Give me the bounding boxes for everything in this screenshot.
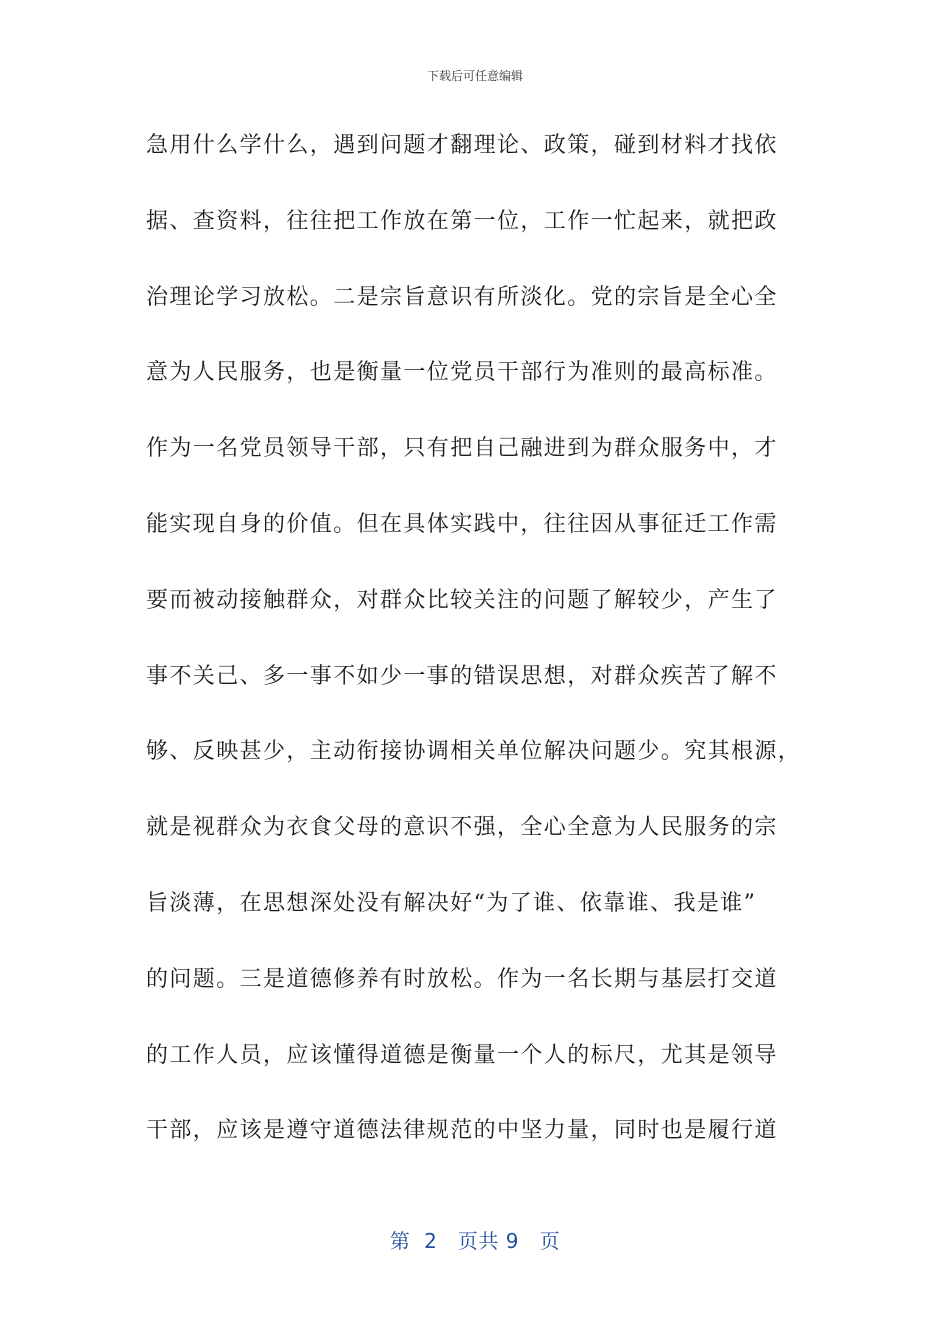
body-line: 意为人民服务，也是衡量一位党员干部行为准则的最高标准。 bbox=[146, 360, 778, 386]
body-line: 急用什么学什么，遇到问题才翻理论、政策，碰到材料才找依 bbox=[146, 133, 778, 158]
body-line: 就是视群众为衣食父母的意识不强，全心全意为人民服务的宗 bbox=[146, 815, 778, 841]
body-line: 的工作人员，应该懂得道德是衡量一个人的标尺，尤其是领导 bbox=[146, 1042, 778, 1068]
footer-prefix: 第 bbox=[389, 1229, 411, 1253]
body-line: 干部，应该是遵守道德法律规范的中坚力量，同时也是履行道 bbox=[146, 1118, 778, 1144]
body-line: 据、查资料，往往把工作放在第一位，工作一忙起来，就把政 bbox=[146, 208, 778, 234]
body-line: 的问题。三是道德修养有时放松。作为一名长期与基层打交道 bbox=[146, 966, 778, 992]
footer-total-pages: 9 bbox=[505, 1229, 520, 1253]
body-line: 治理论学习放松。二是宗旨意识有所淡化。党的宗旨是全心全 bbox=[146, 284, 778, 310]
body-line: 能实现自身的价值。但在具体实践中，往往因从事征迁工作需 bbox=[146, 511, 778, 537]
body-line: 要而被动接触群众，对群众比较关注的问题了解较少，产生了 bbox=[146, 587, 778, 613]
footer-current-page: 2 bbox=[424, 1229, 438, 1253]
body-line: 旨淡薄，在思想深处没有解决好“为了谁、依靠谁、我是谁” bbox=[146, 890, 757, 916]
header-note: 下载后可任意编辑 bbox=[426, 69, 523, 83]
body-line: 事不关己、多一事不如少一事的错误思想，对群众疾苦了解不 bbox=[146, 663, 778, 689]
body-line: 作为一名党员领导干部，只有把自己融进到为群众服务中，才 bbox=[146, 436, 778, 462]
footer-suffix: 页 bbox=[539, 1229, 561, 1253]
body-line: 够、反映甚少，主动衔接协调相关单位解决问题少。究其根源， bbox=[146, 739, 802, 765]
footer-middle: 页共 bbox=[457, 1229, 499, 1253]
document-body bbox=[146, 128, 806, 1189]
page-number-footer bbox=[0, 1225, 950, 1254]
